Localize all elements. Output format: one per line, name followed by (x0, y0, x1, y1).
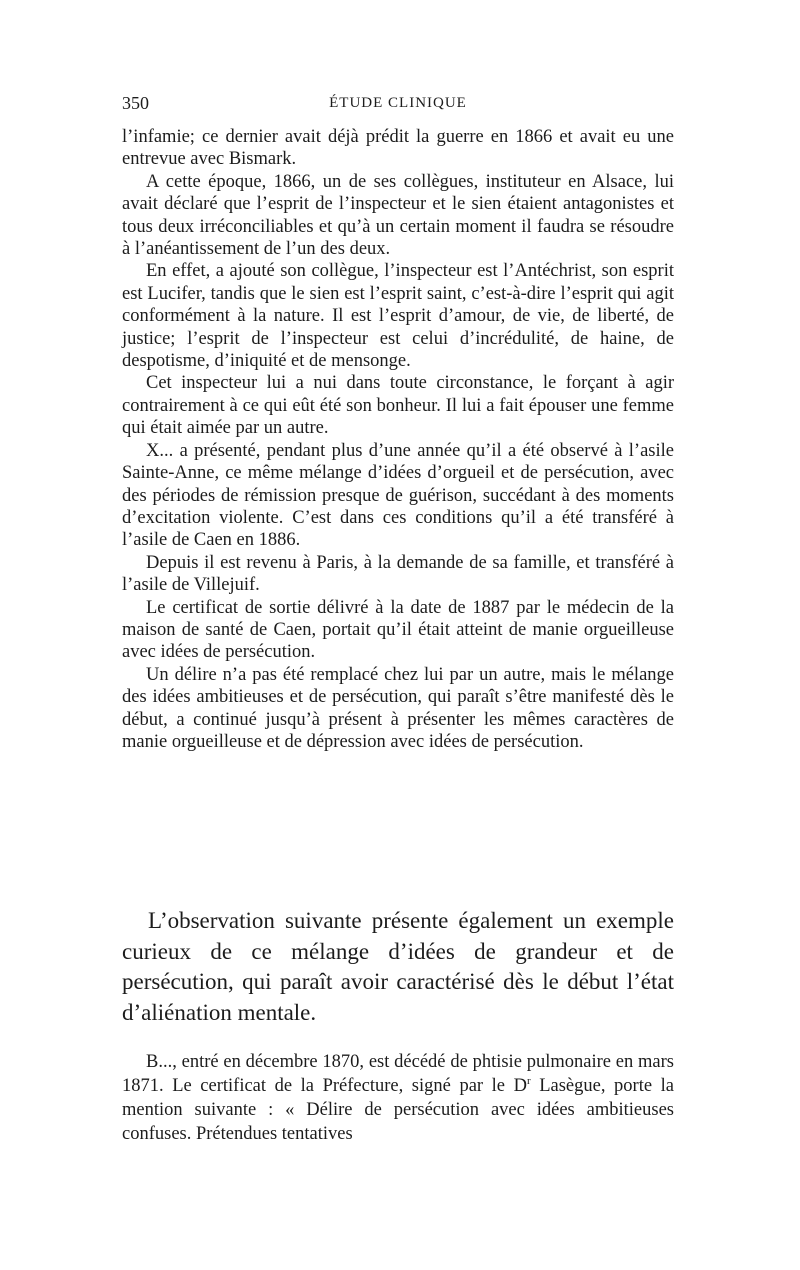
observation-intro: L’observation suivante présente également un exemple curieux de ce mélange d’idées de grandeur et de persécution, qui paraît avoir caractérisé dès le début l’état d’aliénation mentale. (122, 908, 674, 1025)
page-header (122, 93, 674, 119)
case-text-end: Lasègue, porte la mention suivante : « Délire de persécution avec idées ambitieuses confuses. Prétendues tentatives (122, 1076, 674, 1144)
paragraph: En effet, a ajouté son collègue, l’inspecteur est l’Antéchrist, son esprit est Lucifer, tandis que le sien est l’esprit saint, c’est-à-dire l’esprit qui agit conformément à la nature. Il est l’esprit d’amour, de vie, de liberté, de justice; l’esprit de l’inspecteur est celui d’incrédulité, de haine, de despotisme, d’iniquité et de mensonge. (122, 261, 674, 372)
paragraph: Le certificat de sortie délivré à la date de 1887 par le médecin de la maison de santé de Caen, portait qu’il était atteint de manie orgueilleuse avec idées de persécution. (122, 597, 674, 663)
body-text (122, 126, 674, 753)
page-number: 350 (122, 93, 149, 113)
case-paragraph (122, 1050, 674, 1146)
running-title: ÉTUDE CLINIQUE (329, 95, 467, 111)
doctor-superscript: r (526, 1074, 531, 1087)
paragraph: Depuis il est revenu à Paris, à la demande de sa famille, et transféré à l’asile de Villejuif. (122, 552, 674, 596)
paragraph: X... a présenté, pendant plus d’une année qu’il a été observé à l’asile Sainte-Anne, ce même mélange d’idées d’orgueil et de persécution, avec des périodes de rémission presque de guérison, succédant à des moments d’excitation violente. C’est dans ces conditions qu’il a été transféré à l’asile de Caen en 1886. (122, 440, 674, 551)
paragraph: Cet inspecteur lui a nui dans toute circonstance, le forçant à agir contrairement à ce qui eût été son bonheur. Il lui a fait épouser une femme qui était aimée par un autre. (122, 373, 674, 439)
paragraph: l’infamie; ce dernier avait déjà prédit la guerre en 1866 et avait eu une entrevue avec Bismark. (122, 127, 674, 170)
paragraph: A cette époque, 1866, un de ses collègues, instituteur en Alsace, lui avait déclaré que l’esprit de l’inspecteur et le sien étaient antagonistes et tous deux irréconciliables et qu’à un certain moment il faudra se résoudre à l’anéantissement de l’un des deux. (122, 171, 674, 260)
case-text-start: B..., entré en décembre 1870, est décédé de phtisie pulmonaire en mars 1871. Le certificat de la Préfecture, signé par le D (122, 1052, 674, 1096)
paragraph: Un délire n’a pas été remplacé chez lui par un autre, mais le mélange des idées ambitieuses et de persécution, qui paraît s’être manifesté dès le début, a continué jusqu’à présent à présenter les mêmes caractères de manie orgueilleuse et de dépression avec idées de persécution. (122, 664, 674, 752)
